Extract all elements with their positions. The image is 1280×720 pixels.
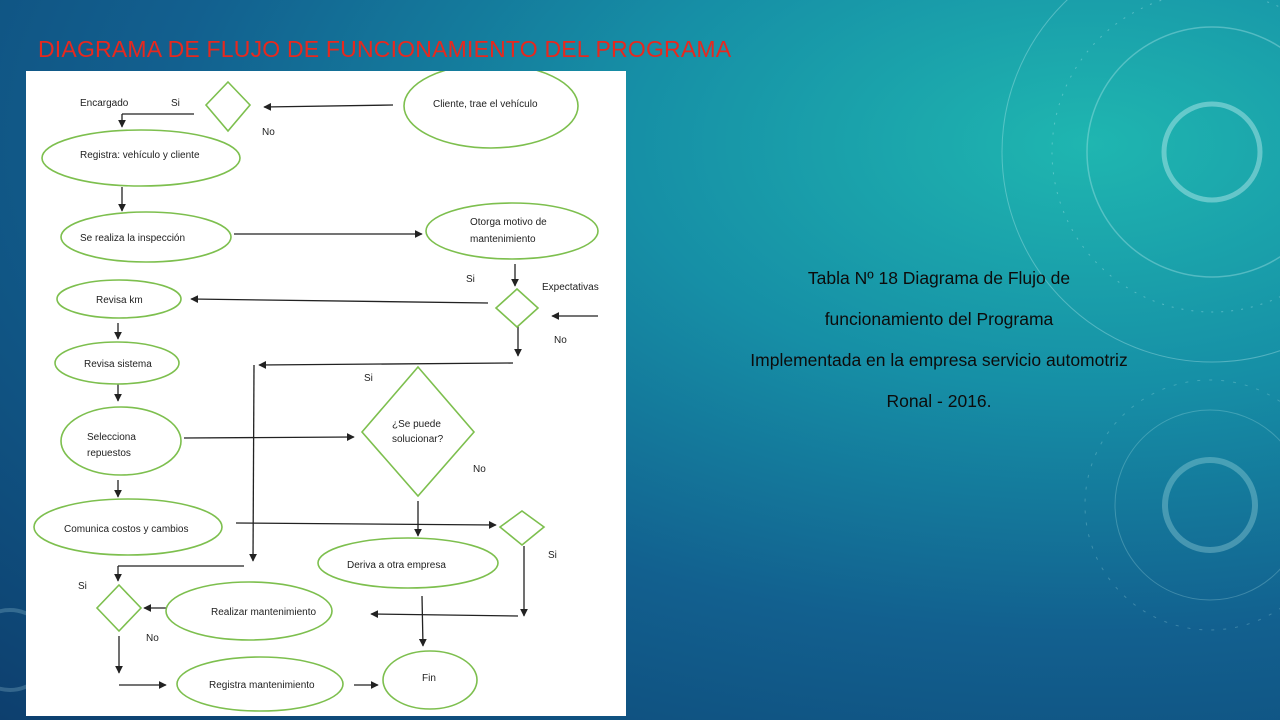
arrow-decision-revisakm [191,299,488,303]
label-si-2: Si [466,274,475,285]
node-realizar-label: Realizar mantenimiento [211,607,317,618]
label-si-1: Si [171,98,180,109]
arrow-return-down [253,365,254,561]
node-comunica-label: Comunica costos y cambios [64,524,189,535]
arrow-no-return [259,363,513,365]
label-encargado: Encargado [80,98,129,109]
node-registramant-label: Registra mantenimiento [209,680,315,691]
arrow-deriva-fin [422,596,423,646]
label-no-4: No [146,633,159,644]
decision-encargado [206,82,250,131]
node-motivo-label-1: Otorga motivo de [470,217,547,228]
label-no-1: No [262,127,275,138]
node-inspeccion-label: Se realiza la inspección [80,233,186,244]
decision-solucion [362,367,474,496]
arrow-repuestos-solucion [184,437,354,438]
node-registra-label: Registra: vehículo y cliente [80,150,200,161]
caption-line-1: Tabla Nº 18 Diagrama de Flujo de [807,268,1071,288]
node-motivo-label-2: mantenimiento [470,234,536,245]
caption-line-2: funcionamiento del Programa [824,309,1054,329]
decision-expectativas [496,289,538,327]
slide-title: DIAGRAMA DE FLUJO DE FUNCIONAMIENTO DEL PROGRAMA [38,36,732,62]
node-fin-label: Fin [422,673,436,684]
node-solucion-label-2: solucionar? [392,434,444,445]
node-deriva-label: Deriva a otra empresa [347,560,446,571]
arrow-comunica-decision [236,523,496,525]
arrow-right-realizar [371,614,518,616]
decision-si [500,511,544,545]
node-repuestos-label-1: Selecciona [87,432,136,443]
arrow-cliente-decision [264,105,393,107]
node-revisasistema-label: Revisa sistema [84,359,152,370]
caption-line-4: Ronal - 2016. [886,391,992,411]
label-no-2: No [554,335,567,346]
table-caption [670,258,1208,422]
node-cliente-label: Cliente, trae el vehículo [433,99,538,110]
node-revisakm-label: Revisa km [96,295,143,306]
node-motivo [426,203,598,259]
label-si-5: Si [78,581,87,592]
flowchart [26,71,626,716]
label-expectativas: Expectativas [542,282,599,293]
caption-line-3: Implementada en la empresa servicio automotriz [750,350,1128,370]
label-si-4: Si [548,550,557,561]
flowchart-panel [26,71,626,716]
decision-final [97,585,141,631]
node-repuestos-label-2: repuestos [87,448,131,459]
label-si-3: Si [364,373,373,384]
node-solucion-label-1: ¿Se puede [392,419,441,430]
label-no-3: No [473,464,486,475]
